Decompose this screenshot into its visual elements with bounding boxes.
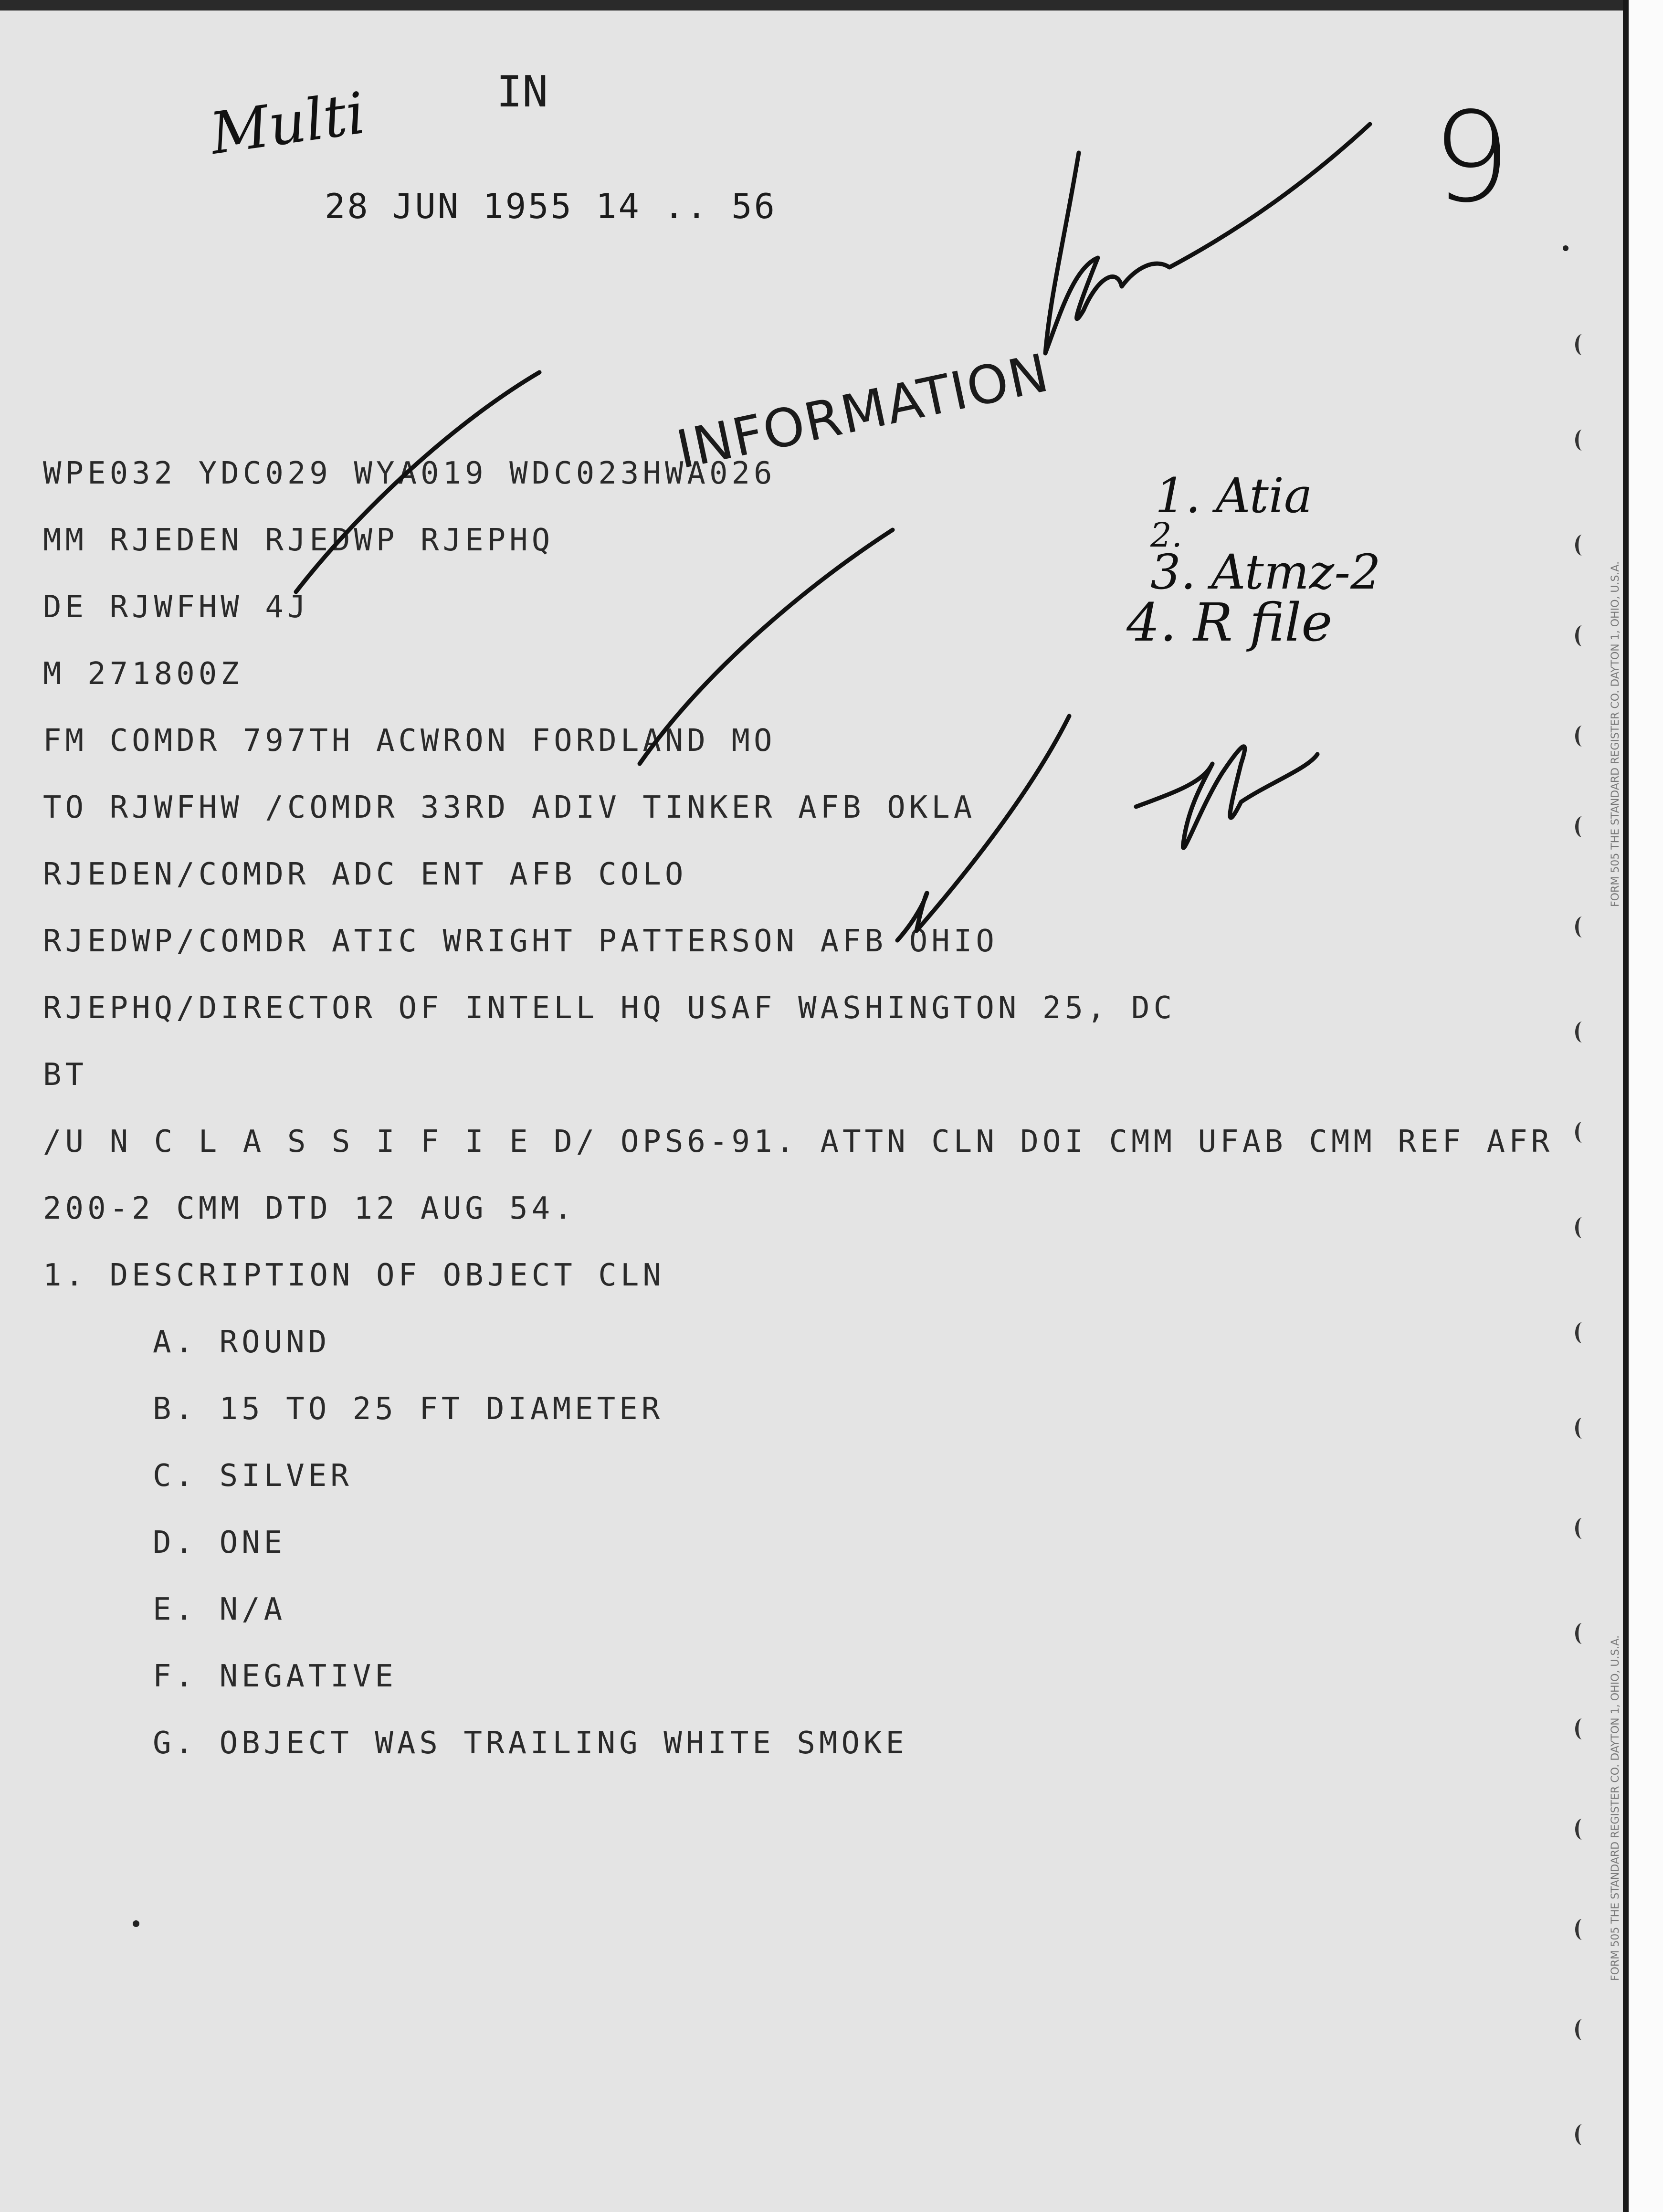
message-line-to: TO RJWFHW /COMDR 33RD ADIV TINKER AFB OKLA [43,790,976,825]
feed-mark [1575,1518,1589,1539]
feed-mark [1575,2124,1589,2145]
feed-mark [1575,726,1589,747]
sheet-right-edge [1623,0,1663,2212]
description-item-a: A. ROUND [153,1325,331,1360]
feed-mark [1575,1418,1589,1439]
feed-mark [1575,430,1589,451]
message-line-dtg: M 271800Z [43,656,243,692]
feed-mark [1575,816,1589,837]
feed-mark [1575,334,1589,355]
feed-mark [1575,1122,1589,1143]
message-line-classification: /U N C L A S S I F I E D/ OPS6-91. ATTN CLN DOI CMM UFAB CMM REF AFR [43,1124,1554,1159]
message-line-info-atic: RJEDWP/COMDR ATIC WRIGHT PATTERSON AFB OHIO [43,924,998,959]
description-item-e: E. N/A [153,1592,286,1627]
description-item-b: B. 15 TO 25 FT DIAMETER [153,1391,664,1427]
margin-print-lower: FORM 505 THE STANDARD REGISTER CO. DAYTON 1, OHIO, U.S.A. [1610,1635,1621,1981]
handwritten-multi: Multi [206,80,369,168]
message-line-reference: 200-2 CMM DTD 12 AUG 54. [43,1191,576,1226]
description-item-g: G. OBJECT WAS TRAILING WHITE SMOKE [153,1726,908,1761]
message-line-info-hq: RJEPHQ/DIRECTOR OF INTELL HQ USAF WASHINGTON 25, DC [43,990,1176,1026]
description-item-f: F. NEGATIVE [153,1659,397,1694]
message-line-addresses: MM RJEDEN RJEDWP RJEPHQ [43,523,554,558]
feed-mark [1575,1322,1589,1343]
date-time-stamp: 28 JUN 1955 14 .. 56 [325,186,777,226]
feed-mark [1575,2019,1589,2040]
routing-line-3: 3. Atmz-2 [1150,544,1381,600]
feed-mark [1575,1919,1589,1940]
feed-mark [1575,1022,1589,1043]
information-stamp: INFORMATION [671,342,1055,481]
feed-mark [1575,1819,1589,1840]
feed-mark [1575,625,1589,646]
routing-line-2: 2. [1150,516,1182,555]
message-line-info-adc: RJEDEN/COMDR ADC ENT AFB COLO [43,857,687,892]
routing-line-4: 4. R file [1126,592,1333,653]
description-item-c: C. SILVER [153,1458,353,1494]
in-stamp: IN [496,67,548,117]
feed-mark [1575,535,1589,556]
feed-mark [1575,1217,1589,1238]
message-line-bt: BT [43,1057,88,1093]
feed-mark [1575,1718,1589,1739]
margin-print-upper: FORM 505 THE STANDARD REGISTER CO. DAYTON 1, OHIO, U.S.A. [1610,561,1621,907]
message-line-description-heading: 1. DESCRIPTION OF OBJECT CLN [43,1258,665,1293]
message-line-de: DE RJWFHW 4J [43,590,310,625]
feed-mark [1575,1623,1589,1644]
routing-line-1: 1. Atia [1155,468,1313,524]
feed-mark [1575,916,1589,937]
description-item-d: D. ONE [153,1525,286,1560]
message-line-from: FM COMDR 797TH ACWRON FORDLAND MO [43,723,776,758]
message-line-routing: WPE032 YDC029 WYA019 WDC023HWA026 [43,456,776,491]
handwritten-page-number: 9 [1432,86,1511,230]
